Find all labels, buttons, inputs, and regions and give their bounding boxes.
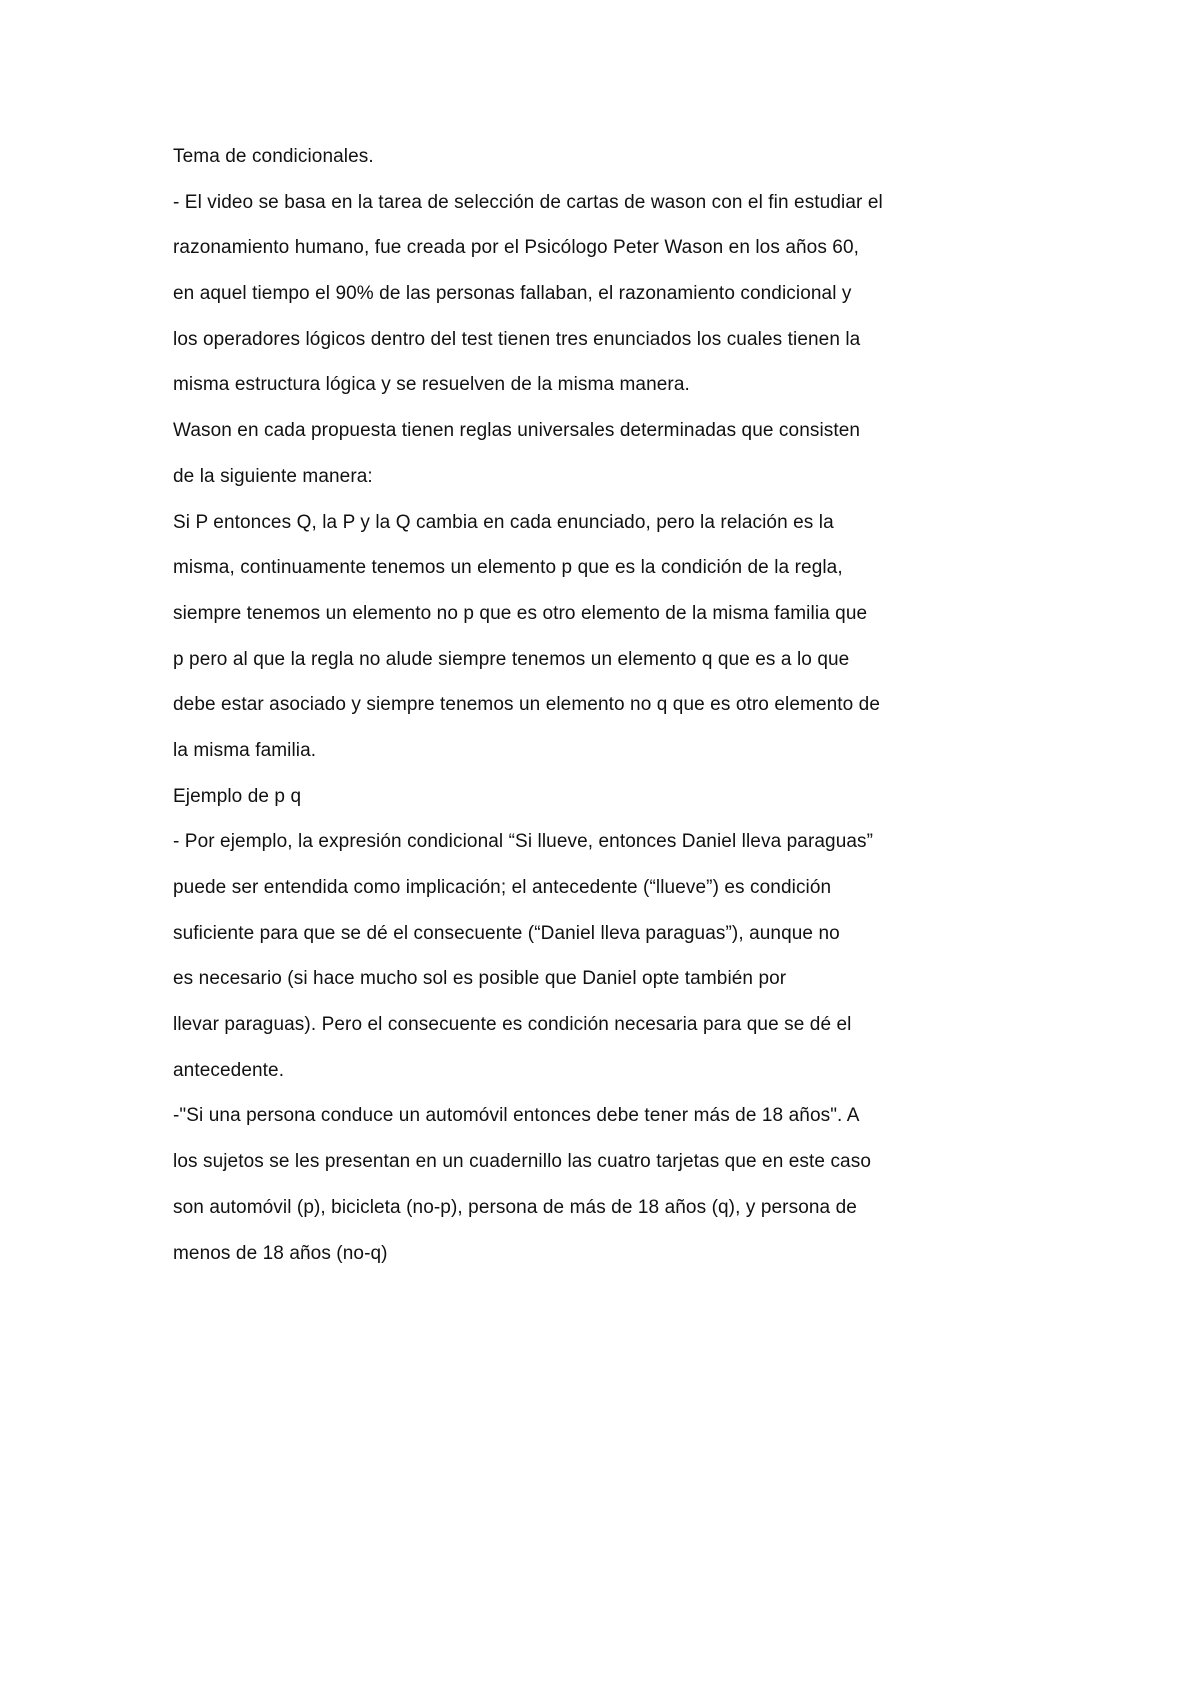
text-line: de la siguiente manera: [173,465,373,487]
text-line: puede ser entendida como implicación; el antecedente (“llueve”) es condición [173,877,832,898]
text-line: debe estar asociado y siempre tenemos un elemento no q que es otro elemento de [173,694,881,716]
text-line: Wason en cada propuesta tienen reglas universales determinadas que consisten [173,420,861,442]
text-line: misma, continuamente tenemos un elemento p que es la condición de la regla, [173,557,843,579]
text-line: antecedente. [173,1059,285,1081]
text-line: los sujetos se les presentan en un cuadernillo las cuatro tarjetas que en este caso [173,1151,871,1173]
text-line: p pero al que la regla no alude siempre tenemos un elemento q que es a lo que [173,648,850,670]
text-line: Si P entonces Q, la P y la Q cambia en cada enunciado, pero la relación es la [173,511,834,533]
heading-line: Tema de condicionales. [173,146,374,167]
text-line: son automóvil (p), bicicleta (no-p), persona de más de 18 años (q), y persona de [173,1196,857,1218]
text-line: misma estructura lógica y se resuelven de la misma manera. [173,374,690,396]
text-line: es necesario (si hace mucho sol es posible que Daniel opte también por [173,968,787,990]
text-line: siempre tenemos un elemento no p que es otro elemento de la misma familia que [173,602,868,624]
text-line: -"Si una persona conduce un automóvil entonces debe tener más de 18 años". A [173,1105,860,1127]
text-line: - El video se basa en la tarea de selección de cartas de wason con el fin estudiar el [173,191,883,213]
document-body [173,142,1073,1284]
text-line: llevar paraguas). Pero el consecuente es condición necesaria para que se dé el [173,1014,852,1036]
text-line: razonamiento humano, fue creada por el Psicólogo Peter Wason en los años 60, [173,237,860,259]
text-line: los operadores lógicos dentro del test tienen tres enunciados los cuales tienen la [173,328,861,350]
text-line: menos de 18 años (no-q) [173,1242,388,1264]
text-line: en aquel tiempo el 90% de las personas fallaban, el razonamiento condicional y [173,283,852,305]
text-line: suficiente para que se dé el consecuente (“Daniel lleva paraguas”), aunque no [173,922,840,944]
subheading-line: Ejemplo de p q [173,785,302,807]
text-line: - Por ejemplo, la expresión condicional “Si llueve, entonces Daniel lleva paraguas” [173,831,874,853]
text-line: la misma familia. [173,739,317,761]
